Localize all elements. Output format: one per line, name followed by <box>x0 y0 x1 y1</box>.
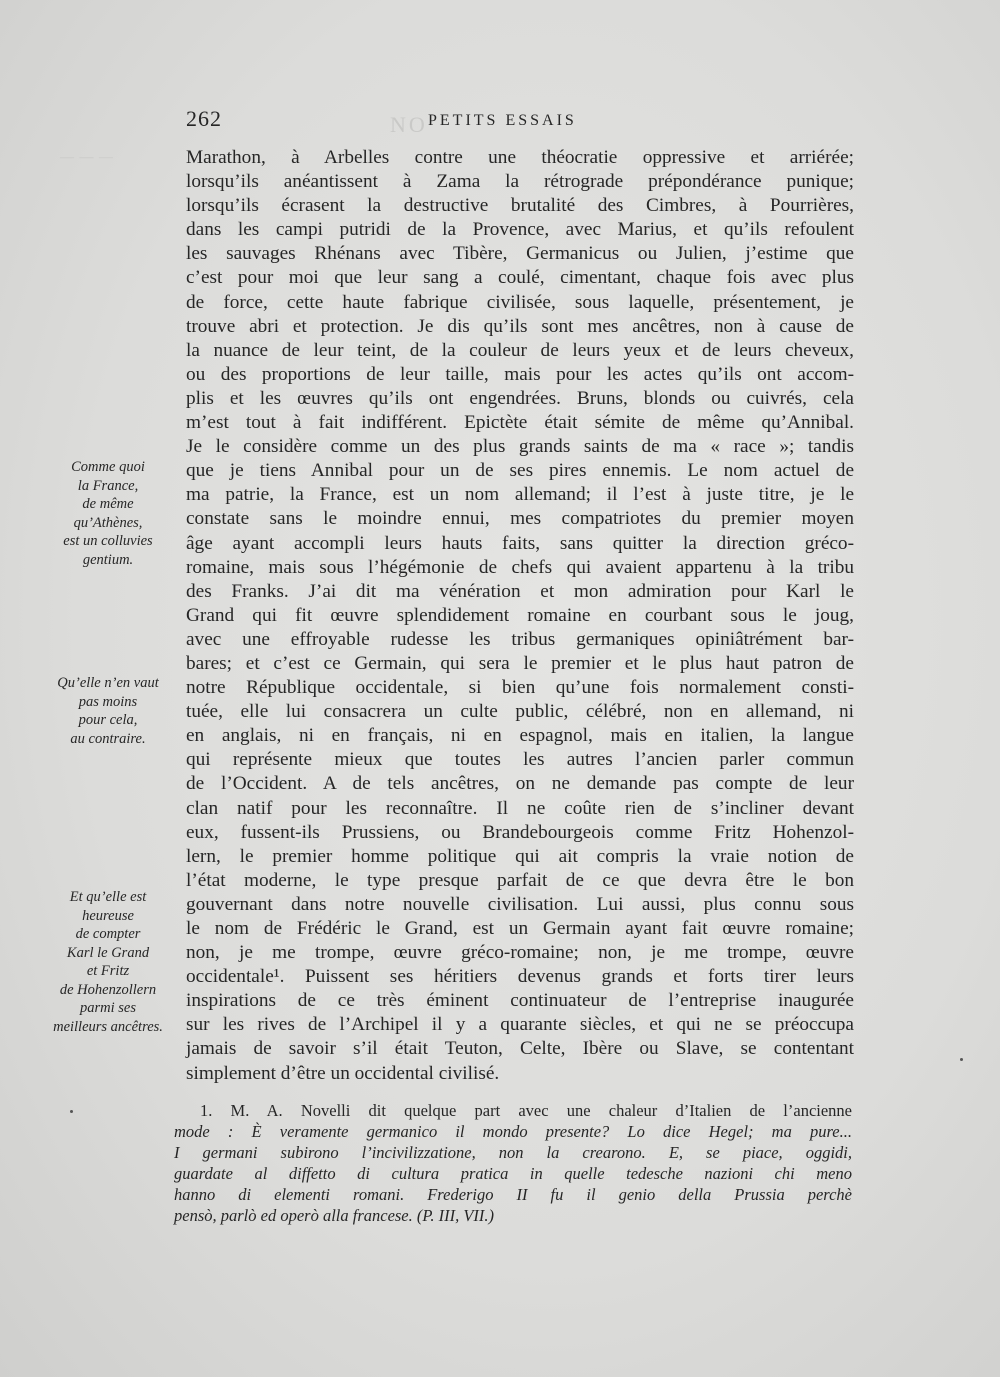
text-line: lorsqu’ils anéantissent à Zama la rétrograde prépondérance punique; <box>186 171 854 193</box>
text-line: qui représente mieux que toutes les autres l’ancien parler commun <box>186 749 854 771</box>
margin-note-line: parmi ses <box>80 1000 136 1016</box>
margin-note-line: de même <box>82 496 134 512</box>
text-line: bares; et c’est ce Germain, qui sera le premier et le plus haut patron de <box>186 652 854 674</box>
margin-note-line: est un colluvies <box>63 533 153 549</box>
text-line: m’est tout à fait indifférent. Epictète était sémite de même qu’Annibal. <box>186 412 854 434</box>
footnote-line: mode : È veramente germanico il mondo presente? Lo dice Hegel; ma pure... <box>174 1122 852 1141</box>
margin-note-line: pour cela, <box>78 712 138 728</box>
text-line: ou des proportions de leur taille, mais pour les actes qu’ils ont accom- <box>186 363 854 385</box>
text-line: Marathon, à Arbelles contre une théocratie oppressive et arriérée; <box>186 147 854 168</box>
margin-note-line: la France, <box>77 477 139 494</box>
margin-note-line: et Fritz <box>86 963 130 979</box>
footnote-line: I germani subirono l’incivilizzatione, non la crearono. E, se piace, oggidi, <box>174 1143 852 1162</box>
text-line: gouvernant dans notre nouvelle civilisation. Lui aussi, plus connu sous <box>186 893 854 915</box>
margin-note-line: de compter <box>75 926 141 942</box>
text-line: les sauvages Rhénans avec Tibère, Germanicus ou Julien, j’estime que <box>186 243 854 265</box>
margin-note-line: Qu’elle n’en vaut <box>57 675 159 691</box>
text-line: de force, cette haute fabrique civilisée, sous laquelle, présentement, je <box>186 291 854 313</box>
text-line: sur les rives de l’Archipel il y a quarante siècles, et qui ne se préoccupa <box>186 1014 854 1036</box>
footnote-line: guardate al diffetto di cultura pratica in quelle tedesche nazioni chi meno <box>174 1164 852 1183</box>
ink-speck <box>960 1058 963 1061</box>
text-line: la nuance de leur teint, de la couleur de leurs yeux et de leurs cheveux, <box>186 339 854 361</box>
footnote-line: 1. M. A. Novelli dit quelque part avec une chaleur d’Italien de l’ancienne <box>200 1101 852 1120</box>
text-line: Grand qui fit œuvre splendidement romaine en courbant sous le joug, <box>186 604 854 626</box>
text-line: l’état moderne, le type presque parfait de ce que devra être le bon <box>186 869 854 891</box>
ink-speck <box>70 1110 73 1113</box>
text-line: occidentale¹. Puissent ses héritiers devenus grands et forts tirer leurs <box>186 966 854 988</box>
body-text <box>186 146 854 1086</box>
margin-note-line: heureuse <box>82 907 134 924</box>
text-line: le nom de Frédéric le Grand, est un Germain ayant fait œuvre romaine; <box>186 918 854 939</box>
text-line: constate sans le moindre ennui, mes compatriotes du premier moyen <box>186 508 854 530</box>
margin-note <box>38 888 178 1036</box>
margin-note-line: gentium. <box>82 551 134 568</box>
footnote-line: pensò, parlò ed operò alla francese. (P. III, VII.) <box>174 1206 495 1225</box>
text-line: c’est pour moi que leur sang a coulé, cimentant, chaque fois avec plus <box>186 267 854 289</box>
text-line: notre République occidentale, si bien qu’une fois normalement consti- <box>186 677 854 699</box>
text-line: tuée, elle lui consacrera un culte public, célébré, non en allemand, ni <box>186 701 854 723</box>
text-line: dans les campi putridi de la Provence, avec Marius, et qu’ils refoulent <box>186 219 854 241</box>
margin-note-line: Et qu’elle est <box>69 889 147 905</box>
text-line: simplement d’être un occidental civilisé. <box>186 1062 500 1084</box>
text-line: non, je me trompe, œuvre gréco-romaine; non, je me trompe, œuvre <box>186 942 854 964</box>
bleed-through-text: NO <box>390 112 428 137</box>
text-line: en anglais, ni en français, ni en espagnol, mais en italien, la langue <box>186 725 854 747</box>
margin-note-line: pas moins <box>78 693 138 710</box>
margin-note-line: Comme quoi <box>71 459 145 475</box>
margin-note <box>38 674 178 748</box>
footnote-line: hanno di elementi romani. Frederigo II fu il genio della Prussia perchè <box>174 1185 852 1204</box>
bleed-through-text: — — — <box>60 150 114 165</box>
text-line: que je tiens Annibal pour un de ses pires ennemis. Le nom actuel de <box>186 460 854 482</box>
running-title: PETITS ESSAIS <box>428 112 577 129</box>
text-line: eux, fussent-ils Prussiens, ou Brandebourgeois comme Fritz Hohenzol- <box>186 821 854 843</box>
text-line: avec une effroyable rudesse les tribus germaniques opiniâtrément bar- <box>186 628 854 650</box>
text-line: âge ayant accompli leurs hauts faits, sans quitter la direction gréco- <box>186 532 854 554</box>
text-line: Je le considère comme un des plus grands saints de ma « race »; tandis <box>186 436 854 458</box>
text-line: ma patrie, la France, est un nom allemand; il l’est à juste titre, je le <box>186 484 854 506</box>
margin-note-line: meilleurs ancêtres. <box>53 1018 163 1035</box>
margin-note <box>38 458 178 569</box>
text-line: trouve abri et protection. Je dis qu’ils sont mes ancêtres, non à cause de <box>186 315 854 337</box>
text-line: des Franks. J’ai dit ma vénération et mon admiration pour Karl le <box>186 580 854 602</box>
text-line: lorsqu’ils écrasent la destructive brutalité des Cimbres, à Pourrières, <box>186 195 854 217</box>
text-line: romaine, mais sous l’hégémonie de chefs qui avaient appartenu à la tribu <box>186 556 854 578</box>
text-line: plis et les œuvres qu’ils ont engendrées. Bruns, blonds ou cuivrés, cela <box>186 387 854 409</box>
margin-note-line: au contraire. <box>70 730 146 747</box>
margin-note-line: qu’Athènes, <box>73 514 143 531</box>
text-line: de l’Occident. A de tels ancêtres, on ne demande pas compte de leur <box>186 773 854 795</box>
margin-note-line: Karl le Grand <box>66 944 150 961</box>
running-head <box>186 106 856 136</box>
text-line: lern, le premier homme politique qui ait compris la vraie notion de <box>186 845 854 867</box>
margin-note-line: de Hohenzollern <box>59 981 157 998</box>
footnote <box>174 1100 852 1226</box>
text-line: inspirations de ce très éminent continuateur de l’entreprise inaugurée <box>186 990 854 1012</box>
text-line: jamais de savoir s’il était Teuton, Celte, Ibère ou Slave, se contentant <box>186 1038 854 1060</box>
text-line: clan natif pour les reconnaître. Il ne coûte rien de s’incliner devant <box>186 797 854 819</box>
page-number: 262 <box>186 106 222 131</box>
